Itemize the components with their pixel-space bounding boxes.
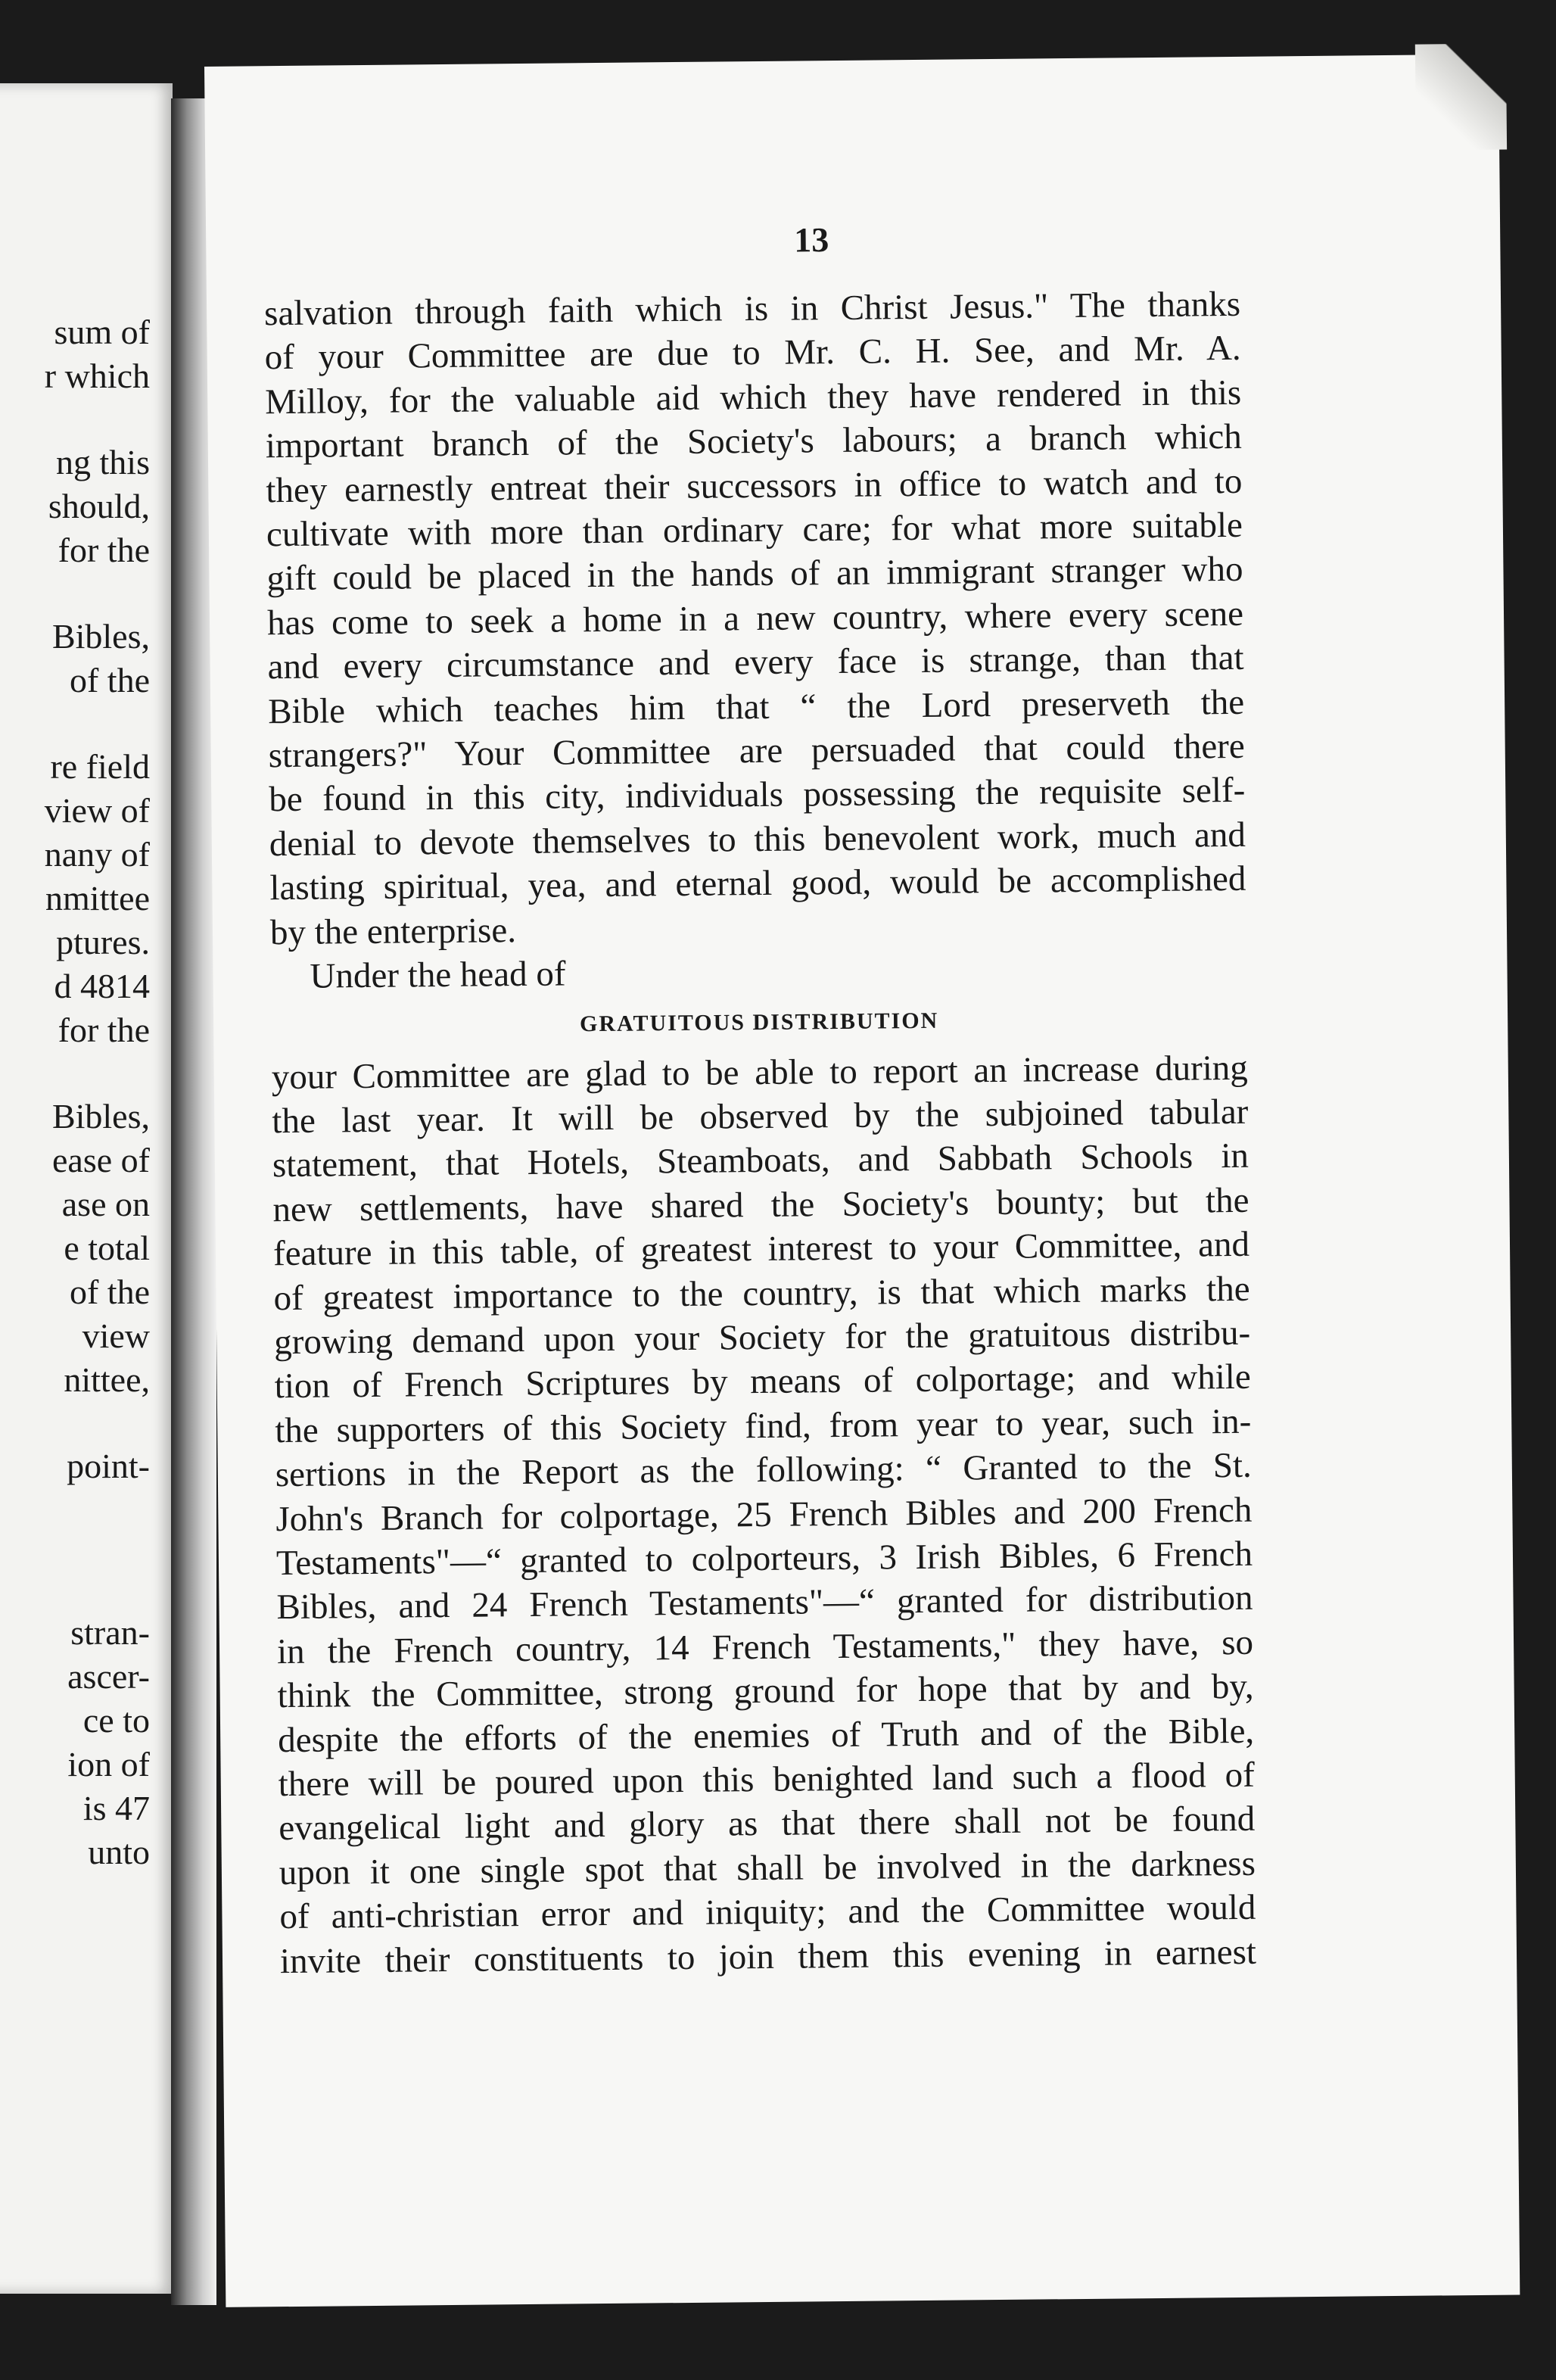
text-line: salvation through faith which is in Christ Jesus." The thanks (263, 284, 1241, 334)
text-line: of anti-christian error and iniquity; and the Committee would (279, 1887, 1256, 1937)
left-page-line: e total (64, 1229, 150, 1267)
text-line: cultivate with more than ordinary care; for what more suitable (266, 505, 1243, 555)
text-line: gift could be placed in the hands of an immigrant stranger who (266, 550, 1243, 599)
paragraph-committee-thanks (264, 282, 1246, 955)
text-line: be found in this city, individuals possessing the requisite self- (269, 771, 1246, 820)
left-page-line: unto (88, 1833, 150, 1871)
left-page-line: sum of (54, 313, 150, 351)
text-line: the supporters of this Society find, from year to year, such in- (275, 1401, 1252, 1450)
text-line: evangelical light and glory as that there shall not be found (279, 1799, 1256, 1849)
left-page-line: Bibles, (51, 1097, 150, 1135)
left-page-line: ease of (52, 1141, 150, 1179)
left-page-line: of the (69, 1273, 150, 1311)
text-line: statement, that Hotels, Steamboats, and Sabbath Schools in (272, 1136, 1249, 1185)
text-line: strangers?" Your Committee are persuaded that could there (268, 726, 1245, 776)
text-line: invite their constituents to join them this evening in earnest (279, 1932, 1257, 1981)
text-line: tion of French Scriptures by means of colportage; and while (274, 1357, 1251, 1407)
left-page-line: nany of (44, 835, 150, 874)
left-page-line: ce to (82, 1701, 150, 1740)
text-line: has come to seek a home in a new country, where every scene (266, 593, 1244, 643)
text-line: Bibles, and 24 French Testaments"—“ granted for distribution (276, 1578, 1253, 1628)
paragraph-gratuitous-distribution (272, 1045, 1257, 1983)
text-line: lasting spiritual, yea, and eternal good, would be accomplished (269, 859, 1246, 908)
text-line: denial to devote themselves to this benevolent work, much and (269, 815, 1246, 864)
text-line: in the French country, 14 French Testaments," they have, so (276, 1622, 1254, 1671)
left-page-line: nittee, (64, 1360, 150, 1399)
left-page-line: ase on (61, 1185, 150, 1223)
previous-page (0, 83, 173, 2294)
text-line: they earnestly entreat their successors in office to watch and to (266, 461, 1243, 510)
text-line: by the enterprise. (269, 910, 517, 952)
current-page (204, 55, 1520, 2307)
text-line: growing demand upon your Society for the gratuitous distribu- (273, 1313, 1251, 1363)
left-page-line: ptures. (56, 923, 150, 961)
text-line: the last year. It will be observed by the subjoined tabular (272, 1092, 1249, 1142)
text-line: upon it one single spot that shall be involved in the darkness (279, 1843, 1256, 1892)
left-page-line: for the (58, 1011, 150, 1049)
left-page-line: is 47 (82, 1789, 150, 1827)
text-line: of greatest importance to the country, is that which marks the (273, 1269, 1250, 1318)
text-line: there will be poured upon this benighted land such a flood of (278, 1755, 1255, 1805)
text-line: new settlements, have shared the Society's bounty; but the (272, 1180, 1249, 1229)
text-line: of your Committee are due to Mr. C. H. See, and Mr. A. (264, 329, 1241, 378)
left-page-line: should, (48, 487, 150, 525)
left-page-line: view of (44, 791, 150, 830)
text-line: important branch of the Society's labours; a branch which (265, 417, 1243, 466)
text-line: feature in this table, of greatest interest to your Committee, and (272, 1224, 1250, 1274)
page-number: 13 (793, 220, 829, 260)
section-heading: GRATUITOUS DISTRIBUTION (579, 1008, 939, 1036)
left-page-line: Bibles, (51, 617, 150, 656)
left-page-line: stran- (70, 1613, 150, 1652)
text-line: John's Branch for colportage, 25 French Bibles and 200 French (275, 1490, 1253, 1539)
left-page-line: point- (67, 1447, 150, 1485)
text-line: Milloy, for the valuable aid which they have rendered in this (265, 372, 1242, 422)
text-line: Testaments"—“ granted to colporteurs, 3 Irish Bibles, 6 French (275, 1534, 1253, 1584)
left-page-line: ng this (56, 443, 150, 481)
left-page-line: view (82, 1316, 150, 1355)
text-line: your Committee are glad to be able to report an increase during (271, 1048, 1249, 1097)
left-page-line: of the (69, 661, 150, 699)
text-line: and every circumstance and every face is strange, than that (267, 638, 1244, 687)
left-page-line: d 4814 (54, 967, 150, 1005)
left-page-line: for the (58, 531, 150, 569)
page-corner-fold (1415, 43, 1507, 150)
text-line: think the Committee, strong ground for hope that by and by, (277, 1666, 1254, 1716)
left-page-line: nmittee (45, 879, 150, 917)
page-body (264, 282, 1256, 1983)
left-page-line: re field (50, 747, 150, 786)
left-page-line: ion of (67, 1745, 150, 1783)
text-line: sertions in the Report as the following: “ Granted to the St. (275, 1445, 1253, 1495)
left-page-line: r which (44, 357, 150, 395)
text-line: Bible which teaches him that “ the Lord preserveth the (267, 682, 1245, 731)
left-page-line: ascer- (67, 1657, 150, 1696)
under-head-line: Under the head of (310, 954, 566, 996)
text-line: despite the efforts of the enemies of Truth and of the Bible, (277, 1711, 1255, 1760)
